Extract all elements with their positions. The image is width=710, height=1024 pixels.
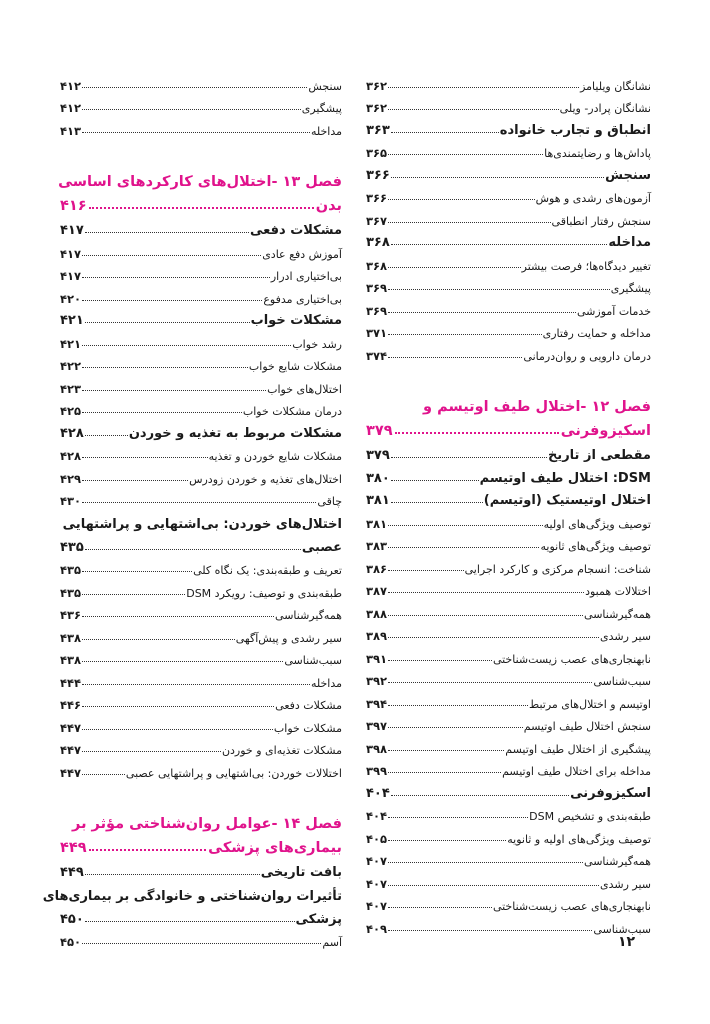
toc-entry-page: ۳۷۱ [366,326,388,340]
toc-list [60,70,342,138]
chapter-13-heading [60,164,342,214]
toc-entry-title: آموزش دفع عادی [262,247,342,261]
toc-entry [366,340,651,363]
toc-entry [60,115,342,138]
toc-entry-page: ۴۲۰ [60,291,82,306]
toc-entry [366,868,651,891]
toc-entry-page: ۳۸۳ [366,539,388,553]
toc-entry [60,577,342,600]
dot-leader [388,570,464,571]
toc-entry-title: سبب‌شناسی [284,654,342,667]
toc-entry-title: سیر رشدی [599,877,651,891]
toc-entry-page: ۴۰۷ [366,876,388,891]
toc-entry-title: مقطعی از تاریخ [547,448,651,463]
toc-entry-title: سیر رشدی [599,630,651,643]
dot-leader [388,222,550,223]
toc-entry-page: ۳۶۸ [366,258,388,273]
toc-entry-page: ۳۷۴ [366,348,388,363]
dot-leader [82,594,185,595]
toc-list [366,70,651,363]
toc-entry [366,441,651,464]
toc-entry-page: ۳۶۶ [366,191,388,205]
toc-entry-title: DSM: اختلال طیف اوتیسم [479,470,651,486]
dot-leader [388,615,583,616]
toc-entry-title: پیشگیری [610,282,651,295]
toc-entry [366,160,651,183]
toc-list [366,441,651,936]
toc-entry-page: ۳۸۹ [366,629,388,643]
toc-entry-title: همه‌گیرشناسی [584,855,651,868]
toc-entry [60,93,342,116]
toc-entry-title: اختلال‌های تغذیه و خوردن زودرس [189,472,342,486]
dot-leader [82,774,125,775]
toc-entry-page: ۴۲۵ [60,404,82,418]
toc-entry [366,295,651,318]
toc-entry [60,328,342,351]
dot-leader [82,502,316,503]
toc-entry-page: ۳۶۳ [366,122,390,138]
dot-leader [82,706,274,707]
toc-entry [366,823,651,846]
toc-entry-page: ۳۶۲ [366,78,388,93]
toc-entry-title: آسم [322,936,342,949]
toc-entry-page: ۴۰۵ [366,831,388,846]
toc-entry-title: مداخله و حمایت رفتاری [542,327,651,340]
toc-entry-page: ۳۶۷ [366,213,388,228]
dot-leader [82,639,235,640]
dot-leader [82,412,242,413]
toc-entry-title: مداخله [608,235,651,250]
toc-entry [60,712,342,735]
toc-entry-title: نابهنجاری‌های عصب زیست‌شناختی [492,652,651,666]
toc-entry [366,891,651,914]
dot-leader [388,817,528,818]
toc-entry-page: ۴۰۷ [366,899,388,913]
toc-entry-title: مداخله [310,676,342,690]
toc-entry-page: ۳۶۹ [366,281,388,295]
toc-entry-title: مشکلات دفعی [275,699,342,712]
dot-leader [388,885,599,886]
toc-entry [60,396,342,419]
toc-entry [366,688,651,711]
toc-entry [366,801,651,824]
toc-entry [366,666,651,689]
dot-leader [82,132,310,133]
toc-entry-page: ۳۶۲ [366,101,388,115]
toc-entry-page: ۳۹۴ [366,696,388,711]
toc-entry-page: ۴۰۹ [366,921,388,936]
toc-entry-title: طبقه‌بندی و توصیف: رویکرد DSM [186,586,342,600]
toc-list [60,858,342,881]
dot-leader [388,750,504,751]
toc-entry [366,508,651,531]
dot-leader [85,435,128,436]
toc-entry-page: ۳۸۱ [366,516,388,531]
dot-leader [391,502,483,503]
dot-leader [388,199,535,200]
toc-entry [366,756,651,779]
toc-entry-page: ۳۹۷ [366,719,388,733]
toc-entry [60,622,342,645]
toc-entry-page: ۴۱۳ [60,123,82,138]
toc-entry [60,858,342,881]
dot-leader [388,289,610,290]
toc-entry-title: اختلال‌های خواب [267,382,342,396]
toc-entry-page: ۳۹۸ [366,741,388,756]
toc-entry [366,531,651,554]
toc-entry-title: مشکلات شایع خواب [248,360,342,373]
toc-entry-title: طبقه‌بندی و تشخیص DSM [529,810,651,823]
toc-entry-page: ۴۲۱ [60,336,82,351]
toc-entry-page: ۴۴۷ [60,720,82,735]
toc-entry: پزشکی ۴۵۰ [60,911,342,927]
toc-entry [60,486,342,509]
toc-section-heading: تأثیرات روان‌شناختی و خانوادگی بر بیماری‌های [42,889,342,904]
dot-leader [388,592,584,593]
chapter-page-number: ۳۷۹ [366,422,393,439]
toc-entry-page: ۳۹۱ [366,651,388,666]
toc-entry [366,183,651,206]
chapter-title-line2: بیماری‌های پزشکی [208,839,342,856]
toc-entry [366,576,651,599]
toc-entry [366,273,651,296]
dot-leader [85,232,249,233]
toc-entry-page: ۴۱۲ [60,78,82,93]
toc-entry [60,757,342,780]
toc-entry [366,318,651,341]
toc-entry-page: ۴۲۳ [60,381,82,396]
dot-leader [388,930,592,931]
toc-entry-page: ۴۱۷ [60,246,82,261]
toc-entry [366,913,651,936]
toc-entry [60,645,342,668]
toc-entry [366,553,651,576]
toc-entry [366,138,651,161]
toc-entry [366,598,651,621]
toc-entry-page: ۳۸۸ [366,606,388,621]
toc-entry-title: توصیف ویژگی‌های اولیه و ثانویه [507,832,651,846]
dot-leader [391,177,604,178]
dot-leader [82,457,208,458]
toc-entry-page: ۳۶۶ [366,167,390,183]
dot-leader [388,334,542,335]
toc-entry [60,441,342,464]
chapter-page-number: ۴۱۶ [60,197,87,214]
dot-leader [391,480,479,481]
toc-entry-page: ۴۲۸ [60,449,82,463]
toc-entry-page: ۴۳۵ [60,585,82,600]
toc-entry-title: مداخله [310,124,342,138]
dot-leader [85,874,260,875]
toc-entry-page: ۳۸۶ [366,561,388,576]
toc-entry [366,711,651,734]
toc-entry-title: مشکلات دفعی [250,223,342,238]
toc-entry-title: توصیف ویژگی‌های اولیه [543,517,651,531]
dot-leader [388,772,501,773]
toc-entry-page: ۳۷۹ [366,448,390,463]
toc-entry-page: ۳۹۹ [366,764,388,778]
toc-entry-title: همه‌گیرشناسی [275,609,342,622]
toc-entry-title: سنجش اختلال طیف اوتیسم [523,720,651,733]
toc-entry [366,778,651,801]
chapter-14-heading [60,806,342,856]
toc-entry-page: ۴۳۵ [60,563,82,577]
toc-entry-title: سنجش [605,167,651,183]
dot-leader [388,357,522,358]
toc-entry-title: تعریف و طبقه‌بندی: یک نگاه کلی [193,564,342,577]
toc-entry [366,463,651,486]
dot-leader [388,682,592,683]
toc-entry-page: ۴۴۷ [60,743,82,757]
toc-entry-title: مداخله برای اختلال طیف اوتیسم [502,765,651,778]
toc-entry-page: ۴۰۷ [366,854,388,868]
dot-leader [388,87,579,88]
toc-entry [366,205,651,228]
dot-leader [82,684,310,685]
toc-entry-page: ۳۸۰ [366,470,390,486]
toc-entry-page: ۳۶۸ [366,235,390,250]
toc-entry-title: نشانگان پرادر- ویلی [559,102,651,115]
dot-leader [388,109,559,110]
toc-entry-title: درمان مشکلات خواب [242,405,342,418]
toc-entry-title: نشانگان ویلیامز [580,79,651,93]
toc-entry [60,283,342,306]
dot-leader [391,244,608,245]
dot-leader [82,751,221,752]
toc-entry [60,463,342,486]
toc-entry-title: آزمون‌های رشدی و هوش [535,192,651,205]
dot-leader [82,109,301,110]
toc-column-left [42,70,342,949]
toc-entry-title: اختلالات خوردن: بی‌اشتهایی و پراشتهایی عصبی [125,766,342,780]
toc-entry [60,373,342,396]
toc-list [60,555,342,780]
dot-leader [388,907,492,908]
dot-leader [388,840,506,841]
toc-entry [60,306,342,329]
dot-leader [391,132,499,133]
toc-entry-title: رشد خواب [292,337,342,351]
toc-entry [60,216,342,239]
toc-entry-title: اختلالات همبود [585,585,651,598]
dot-leader [388,660,492,661]
toc-entry-title: سنجش رفتار انطباقی [551,214,651,228]
toc-column-right [366,70,651,936]
toc-entry [60,735,342,758]
toc-entry-title: اختلال اوتیستیک (اوتیسم) [483,493,651,508]
toc-entry-page: ۴۲۱ [60,313,84,328]
toc-entry-title: خدمات آموزشی [577,304,651,318]
toc-entry-title: انطباق و تجارب خانواده [499,122,651,138]
toc-entry-title: مشکلات خواب [273,721,342,735]
chapter-12-heading [366,389,651,439]
toc-entry-title: اوتیسم و اختلال‌های مرتبط [529,697,651,711]
toc-entry-page: ۳۶۹ [366,303,388,318]
toc-entry-title: درمان دارویی و روان‌درمانی [523,349,651,363]
chapter-title-line1: فصل ۱۲ -اختلال طیف اوتیسم و [423,398,651,415]
toc-entry-title: تغییر دیدگاه‌ها؛ فرصت بیشتر [521,259,651,273]
toc-entry-page: ۴۰۴ [366,809,388,823]
toc-entry-page: ۴۴۷ [60,765,82,780]
dot-leader [82,571,192,572]
toc-entry [60,690,342,713]
toc-entry-page: ۴۰۴ [366,785,390,801]
toc-entry-title: همه‌گیرشناسی [584,607,651,621]
toc-entry-page: ۴۵۰ [60,935,82,949]
chapter-title-line2: بدن [315,197,342,214]
toc-entry [366,115,651,138]
toc-list [60,927,342,950]
dot-leader [82,300,262,301]
toc-entry-title: مشکلات مربوط به تغذیه و خوردن [128,425,342,441]
dot-leader [388,547,539,548]
dot-leader [388,312,576,313]
toc-entry: عصبی ۴۳۵ [60,539,342,555]
toc-entry [366,228,651,251]
toc-entry-page: ۳۸۷ [366,584,388,598]
toc-entry [366,93,651,116]
toc-entry [60,351,342,374]
toc-entry-title: پاداش‌ها و رضایتمندی‌ها [544,147,651,160]
toc-entry-title: نابهنجاری‌های عصب زیست‌شناختی [492,900,651,913]
toc-entry [60,555,342,578]
toc-list [60,216,342,509]
dot-leader [388,727,523,728]
toc-entry [60,600,342,623]
toc-entry-title: سبب‌شناسی [593,922,651,936]
toc-entry [60,418,342,441]
toc-entry-title: مشکلات تغذیه‌ای و خوردن [221,744,342,757]
dot-leader [391,795,569,796]
toc-entry [366,486,651,509]
dot-leader [82,345,291,346]
toc-entry-title: سبب‌شناسی [593,675,651,688]
toc-entry-title: بی‌اختیاری مدفوع [263,292,342,306]
toc-entry-title: مشکلات شایع خوردن و تغذیه [208,450,342,463]
toc-entry-title: اسکیزوفرنی [570,785,651,801]
toc-entry [366,621,651,644]
chapter-title-line1: فصل ۱۳ -اختلال‌های کارکردهای اساسی [58,173,342,190]
dot-leader [388,637,599,638]
toc-entry-page: ۴۴۹ [60,865,84,880]
page-number: ۱۲ [618,934,636,950]
toc-entry-title: شناخت: انسجام مرکزی و کارکرد اجرایی [464,562,651,576]
dot-leader [82,943,321,944]
toc-section-heading: اختلال‌های خوردن: بی‌اشتهایی و پراشتهایی [62,517,342,532]
toc-entry-page: ۴۱۷ [60,269,82,283]
dot-leader [82,729,273,730]
dot-leader [388,862,583,863]
dot-leader [82,367,248,368]
dot-leader [82,87,307,88]
toc-entry-title: توصیف ویژگی‌های ثانویه [540,540,651,553]
dot-leader [85,322,250,323]
toc-entry [60,927,342,950]
toc-entry-page: ۴۴۶ [60,698,82,712]
chapter-title-line1: فصل ۱۴ -عوامل روان‌شناختی مؤثر بر [72,815,342,832]
toc-entry-page: ۳۶۵ [366,146,388,160]
dot-leader [388,267,521,268]
chapter-page-number: ۴۴۹ [60,839,87,856]
toc-entry-title: پیشگیری [301,102,342,115]
dot-leader [82,390,266,391]
toc-entry-page: ۴۳۸ [60,630,82,645]
toc-entry-page: ۴۲۲ [60,359,82,373]
dot-leader [391,457,547,458]
toc-entry [366,846,651,869]
toc-entry-page: ۳۹۲ [366,674,388,688]
toc-entry [60,667,342,690]
dot-leader [82,480,188,481]
toc-entry-page: ۴۴۴ [60,675,82,690]
dot-leader [388,705,528,706]
toc-entry-page: ۴۳۶ [60,608,82,622]
toc-entry [60,238,342,261]
toc-entry-title: مشکلات خواب [250,313,342,328]
toc-entry-title: چاقی [317,495,342,508]
toc-entry-page: ۴۳۰ [60,494,82,508]
toc-entry [60,261,342,284]
toc-entry-page: ۳۸۱ [366,493,390,508]
dot-leader [82,255,261,256]
toc-entry-page: ۴۳۸ [60,653,82,667]
toc-entry [366,70,651,93]
chapter-title-line2: اسکیزوفرنی [560,422,651,439]
toc-entry [366,733,651,756]
toc-entry-page: ۴۲۹ [60,471,82,486]
toc-entry [60,70,342,93]
toc-entry-title: سنجش [308,79,342,93]
toc-entry-title: سیر رشدی و پیش‌آگهی [235,631,342,645]
toc-entry-title: پیشگیری از اختلال طیف اوتیسم [505,742,651,756]
dot-leader [82,661,283,662]
toc-entry-page: ۴۲۸ [60,425,84,441]
dot-leader [82,616,274,617]
dot-leader [82,277,270,278]
toc-entry-title: بی‌اختیاری ادرار [270,270,342,283]
toc-entry-page: ۴۱۷ [60,223,84,238]
dot-leader [388,525,543,526]
dot-leader [388,154,543,155]
toc-entry [366,643,651,666]
toc-entry [366,250,651,273]
toc-entry-title: بافت تاریخی [260,865,342,880]
toc-entry-page: ۴۱۲ [60,101,82,115]
